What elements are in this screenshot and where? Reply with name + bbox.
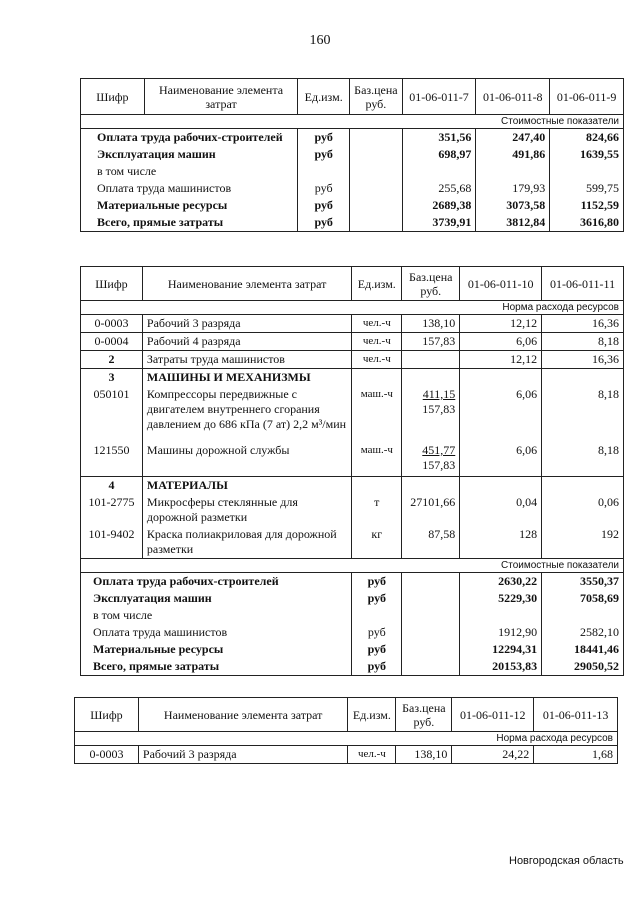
header-name: Наименование элемента затрат [142, 267, 351, 301]
resource-code: 101-9402 [81, 526, 143, 559]
header-code: Шифр [75, 698, 139, 732]
resource-price: 87,58 [402, 526, 460, 559]
resource-name: Краска полиакриловая для дорожной разметки [142, 526, 351, 559]
row-value: 824,66 [550, 129, 624, 147]
resource-name: Затраты труда машинистов [142, 351, 351, 369]
row-value: 3616,80 [550, 214, 624, 232]
resource-unit: маш.-ч [352, 442, 402, 476]
resource-code: 101-2775 [81, 494, 143, 526]
header-base-price: Баз.цена руб. [350, 79, 402, 115]
resource-code: 0-0003 [75, 746, 139, 764]
total-value: 18441,46 [542, 641, 624, 658]
page-number: 160 [309, 33, 331, 48]
total-value: 29050,52 [542, 658, 624, 676]
resource-price [402, 442, 460, 476]
header-code-col: 01-06-011-8 [476, 79, 550, 115]
row-name: Оплата труда рабочих-строителей [81, 129, 298, 147]
header-code-col: 01-06-011-10 [460, 267, 542, 301]
header-code: Шифр [81, 267, 143, 301]
row-value: 1152,59 [550, 197, 624, 214]
resource-price: 138,10 [396, 746, 452, 764]
section-code: 2 [81, 351, 143, 369]
resource-value: 0,06 [542, 494, 624, 526]
resource-value: 192 [542, 526, 624, 559]
section-title: МАШИНЫ И МЕХАНИЗМЫ [142, 369, 351, 387]
total-unit: руб [352, 624, 402, 641]
total-value: 2630,22 [460, 572, 542, 590]
header-base-price: Баз.цена руб. [402, 267, 460, 301]
price-primary: 411,15 [422, 387, 456, 401]
resource-code: 121550 [81, 442, 143, 476]
row-value: 491,86 [476, 146, 550, 163]
resource-price: 27101,66 [402, 494, 460, 526]
row-name: Эксплуатация машин [81, 146, 298, 163]
resource-value: 8,18 [542, 333, 624, 351]
norm-label: Норма расхода ресурсов [75, 732, 618, 746]
resource-name: Рабочий 4 разряда [142, 333, 351, 351]
resource-price: 138,10 [402, 315, 460, 333]
resource-code: 0-0004 [81, 333, 143, 351]
section-code: 3 [81, 369, 143, 387]
header-code-col: 01-06-011-9 [550, 79, 624, 115]
resource-unit: т [352, 494, 402, 526]
row-unit: руб [298, 146, 350, 163]
resource-value: 8,18 [542, 442, 624, 476]
header-code: Шифр [81, 79, 145, 115]
row-value: 599,75 [550, 180, 624, 197]
resource-unit: чел.-ч [352, 333, 402, 351]
resource-value: 6,06 [460, 442, 542, 476]
row-unit: руб [298, 197, 350, 214]
resource-code: 050101 [81, 386, 143, 442]
resource-name: Рабочий 3 разряда [142, 315, 351, 333]
total-name: в том числе [81, 607, 352, 624]
resource-price: 157,83 [402, 333, 460, 351]
header-code-col: 01-06-011-7 [402, 79, 476, 115]
resource-value: 16,36 [542, 351, 624, 369]
cost-table-1 [80, 78, 624, 232]
resource-name: Рабочий 3 разряда [138, 746, 348, 764]
resource-unit: маш.-ч [352, 386, 402, 442]
total-unit: руб [352, 572, 402, 590]
cost-indicators-label: Стоимостные показатели [81, 115, 624, 129]
resource-unit: чел.-ч [352, 351, 402, 369]
resource-value: 16,36 [542, 315, 624, 333]
row-name: Оплата труда машинистов [81, 180, 298, 197]
row-value: 247,40 [476, 129, 550, 147]
row-base-price [350, 146, 402, 163]
price-secondary: 157,83 [422, 458, 456, 472]
header-name: Наименование элемента затрат [144, 79, 297, 115]
row-value: 351,56 [402, 129, 476, 147]
footer-region: Новгородская область [509, 855, 624, 867]
row-value: 179,93 [476, 180, 550, 197]
row-name: Материальные ресурсы [81, 197, 298, 214]
row-value: 255,68 [402, 180, 476, 197]
cost-table-3 [74, 697, 618, 764]
header-code-col: 01-06-011-11 [542, 267, 624, 301]
header-code-col: 01-06-011-13 [534, 698, 618, 732]
resource-unit: чел.-ч [352, 315, 402, 333]
total-value: 3550,37 [542, 572, 624, 590]
header-unit: Ед.изм. [352, 267, 402, 301]
resource-value: 12,12 [460, 351, 542, 369]
price-primary: 451,77 [422, 443, 456, 457]
total-unit: руб [352, 641, 402, 658]
resource-value: 6,06 [460, 386, 542, 442]
total-value: 5229,30 [460, 590, 542, 607]
resource-value: 128 [460, 526, 542, 559]
resource-name: Машины дорожной службы [142, 442, 351, 476]
header-base-price: Баз.цена руб. [396, 698, 452, 732]
row-base-price [350, 129, 402, 147]
header-name: Наименование элемента затрат [138, 698, 348, 732]
resource-value: 0,04 [460, 494, 542, 526]
total-value: 2582,10 [542, 624, 624, 641]
section-code: 4 [81, 476, 143, 494]
resource-code: 0-0003 [81, 315, 143, 333]
resource-value: 1,68 [534, 746, 618, 764]
total-name: Эксплуатация машин [81, 590, 352, 607]
resource-value: 6,06 [460, 333, 542, 351]
row-value: 1639,55 [550, 146, 624, 163]
total-value: 1912,90 [460, 624, 542, 641]
row-name: Всего, прямые затраты [81, 214, 298, 232]
price-secondary: 157,83 [422, 402, 456, 416]
row-unit: руб [298, 180, 350, 197]
cost-indicators-label: Стоимостные показатели [81, 558, 624, 572]
total-unit: руб [352, 658, 402, 676]
row-value: 3073,58 [476, 197, 550, 214]
resource-unit: кг [352, 526, 402, 559]
total-name: Оплата труда машинистов [81, 624, 352, 641]
cost-table-2 [80, 266, 624, 676]
resource-name: Компрессоры передвижные с двигателем внутреннего сгорания давлением до 686 кПа (7 ат) 2,2 м³/мин [142, 386, 351, 442]
row-unit: руб [298, 214, 350, 232]
total-value: 20153,83 [460, 658, 542, 676]
resource-name: Микросферы стеклянные для дорожной разметки [142, 494, 351, 526]
total-name: Всего, прямые затраты [81, 658, 352, 676]
section-title: МАТЕРИАЛЫ [142, 476, 351, 494]
row-value: 3739,91 [402, 214, 476, 232]
row-value: 3812,84 [476, 214, 550, 232]
row-value: 2689,38 [402, 197, 476, 214]
total-name: Оплата труда рабочих-строителей [81, 572, 352, 590]
total-unit: руб [352, 590, 402, 607]
resource-unit: чел.-ч [348, 746, 396, 764]
row-value: 698,97 [402, 146, 476, 163]
total-name: Материальные ресурсы [81, 641, 352, 658]
resource-value: 8,18 [542, 386, 624, 442]
row-name: в том числе [81, 163, 298, 180]
norm-label: Норма расхода ресурсов [81, 301, 624, 315]
resource-price [402, 386, 460, 442]
header-unit: Ед.изм. [348, 698, 396, 732]
total-value: 12294,31 [460, 641, 542, 658]
resource-value: 12,12 [460, 315, 542, 333]
resource-value: 24,22 [452, 746, 534, 764]
row-unit: руб [298, 129, 350, 147]
header-code-col: 01-06-011-12 [452, 698, 534, 732]
header-unit: Ед.изм. [298, 79, 350, 115]
total-value: 7058,69 [542, 590, 624, 607]
